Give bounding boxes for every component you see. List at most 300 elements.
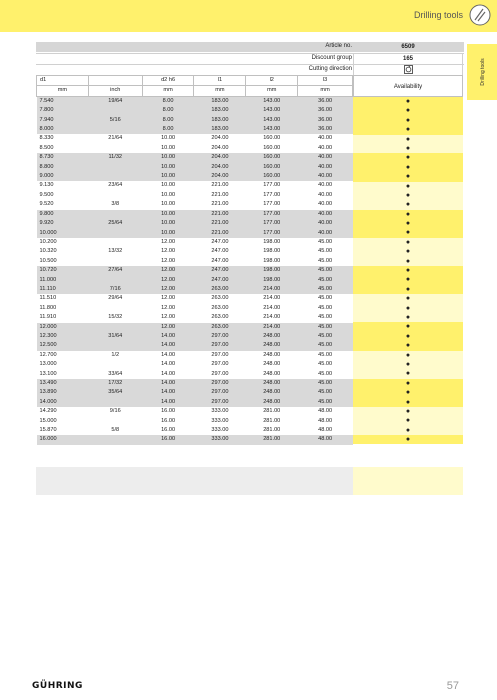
table-footer-left (36, 467, 353, 495)
cell-d1: 11.910 (37, 313, 89, 322)
cell-d2: 8.00 (142, 125, 194, 134)
cutting-row (36, 64, 464, 74)
cell-d2: 8.00 (142, 106, 194, 115)
availability-dot-icon: ● (353, 407, 463, 416)
unit-d1: mm (37, 86, 89, 96)
availability-dot-icon: ● (353, 228, 463, 237)
cell-d1: 12.000 (37, 323, 89, 332)
cell-d2: 10.00 (142, 191, 194, 200)
cutting-value (353, 65, 463, 75)
cell-l2: 248.00 (246, 360, 298, 369)
cell-l3: 45.00 (298, 266, 353, 275)
cell-l1: 204.00 (194, 144, 246, 153)
cell-d1: 8.000 (37, 125, 89, 134)
cell-l1: 297.00 (194, 351, 246, 360)
unit-l3: mm (298, 86, 353, 96)
cell-d1: 9.520 (37, 200, 89, 209)
cell-l1: 247.00 (194, 266, 246, 275)
cell-l3: 45.00 (298, 294, 353, 303)
cell-l1: 333.00 (194, 426, 246, 435)
cell-l3: 45.00 (298, 323, 353, 332)
cell-inch (88, 144, 142, 153)
cell-inch (88, 398, 142, 407)
right-hand-cutting-icon (404, 65, 413, 74)
cell-l2: 160.00 (246, 163, 298, 172)
cell-l3: 36.00 (298, 116, 353, 125)
table-row (37, 191, 353, 200)
unit-l2: mm (246, 86, 298, 96)
table-row (37, 417, 353, 426)
cell-d1: 10.320 (37, 247, 89, 256)
cell-inch (88, 106, 142, 115)
cell-d1: 15.000 (37, 417, 89, 426)
side-tab-label: Drilling tools (480, 58, 486, 86)
cell-l1: 263.00 (194, 313, 246, 322)
availability-dot-icon: ● (353, 351, 463, 360)
table-row (37, 351, 353, 360)
cell-l1: 221.00 (194, 200, 246, 209)
cell-inch: 5/16 (88, 116, 142, 125)
cell-d1: 8.330 (37, 134, 89, 143)
cell-l2: 281.00 (246, 435, 298, 444)
cell-d2: 12.00 (142, 257, 194, 266)
cell-inch (88, 163, 142, 172)
section-title: Drilling tools (413, 10, 463, 20)
cell-d1: 9.130 (37, 181, 89, 190)
cell-d1: 10.720 (37, 266, 89, 275)
cell-inch: 15/32 (88, 313, 142, 322)
cell-l3: 45.00 (298, 360, 353, 369)
cell-l2: 248.00 (246, 379, 298, 388)
cell-inch (88, 210, 142, 219)
availability-dot-icon: ● (353, 275, 463, 284)
cell-inch: 31/64 (88, 332, 142, 341)
cell-l1: 297.00 (194, 388, 246, 397)
cell-inch (88, 191, 142, 200)
cell-inch (88, 238, 142, 247)
cell-l2: 143.00 (246, 116, 298, 125)
table-row (37, 426, 353, 435)
cell-d2: 16.00 (142, 426, 194, 435)
cell-l2: 143.00 (246, 96, 298, 106)
cell-l3: 48.00 (298, 435, 353, 444)
cell-l1: 297.00 (194, 370, 246, 379)
cell-l2: 177.00 (246, 210, 298, 219)
cell-l1: 221.00 (194, 191, 246, 200)
availability-dot-icon: ● (353, 426, 463, 435)
cell-d2: 10.00 (142, 200, 194, 209)
cell-l2: 160.00 (246, 134, 298, 143)
cell-l1: 183.00 (194, 96, 246, 106)
cell-l2: 160.00 (246, 153, 298, 162)
cell-l3: 45.00 (298, 388, 353, 397)
table-row (37, 341, 353, 350)
availability-dot-icon: ● (353, 332, 463, 341)
cell-l2: 177.00 (246, 200, 298, 209)
cell-d2: 12.00 (142, 323, 194, 332)
discount-value: 165 (353, 54, 463, 64)
availability-dot-icon: ● (353, 266, 463, 275)
cell-d1: 8.800 (37, 163, 89, 172)
cell-l1: 183.00 (194, 125, 246, 134)
brand-logo: GÜHRING (32, 681, 83, 691)
table-row (37, 153, 353, 162)
cell-l3: 45.00 (298, 304, 353, 313)
availability-dot-icon: ● (353, 135, 463, 144)
availability-dot-icon: ● (353, 294, 463, 303)
cell-d1: 16.000 (37, 435, 89, 444)
table-row (37, 229, 353, 238)
cell-d2: 12.00 (142, 266, 194, 275)
discount-row (36, 53, 464, 63)
cell-d2: 12.00 (142, 247, 194, 256)
table-body (37, 96, 353, 445)
cell-l3: 45.00 (298, 313, 353, 322)
cell-l1: 297.00 (194, 341, 246, 350)
table-row (37, 172, 353, 181)
table-row (37, 116, 353, 125)
availability-dot-icon: ● (353, 304, 463, 313)
availability-dot-icon: ● (353, 182, 463, 191)
cell-d1: 12.300 (37, 332, 89, 341)
availability-dot-icon: ● (353, 360, 463, 369)
cell-d1: 9.920 (37, 219, 89, 228)
cell-d2: 10.00 (142, 134, 194, 143)
availability-dot-icon: ● (353, 285, 463, 294)
cell-inch: 25/64 (88, 219, 142, 228)
header-row (37, 76, 353, 86)
cell-l3: 40.00 (298, 219, 353, 228)
cell-d1: 15.870 (37, 426, 89, 435)
cell-inch (88, 125, 142, 134)
availability-dot-icon: ● (353, 341, 463, 350)
article-label: Article no. (325, 43, 352, 49)
table-row (37, 144, 353, 153)
cell-l2: 198.00 (246, 257, 298, 266)
cell-d1: 8.500 (37, 144, 89, 153)
availability-dot-icon: ● (353, 153, 463, 162)
cell-l2: 248.00 (246, 341, 298, 350)
table-footer-right (353, 467, 463, 495)
cell-inch: 11/32 (88, 153, 142, 162)
unit-row (37, 86, 353, 96)
cell-l2: 198.00 (246, 276, 298, 285)
cell-l3: 48.00 (298, 417, 353, 426)
cell-l1: 297.00 (194, 398, 246, 407)
cell-d1: 11.000 (37, 276, 89, 285)
cell-d1: 13.100 (37, 370, 89, 379)
cell-l3: 36.00 (298, 106, 353, 115)
availability-dot-icon: ● (353, 238, 463, 247)
table-row (37, 360, 353, 369)
table-row (37, 435, 353, 444)
table-row (37, 238, 353, 247)
availability-dot-icon: ● (353, 416, 463, 425)
article-value: 6509 (353, 42, 463, 52)
table-row (37, 313, 353, 322)
col-d1: d1 (37, 76, 89, 86)
unit-d2: mm (142, 86, 194, 96)
table-row (37, 96, 353, 106)
cell-l2: 177.00 (246, 181, 298, 190)
table-row (37, 379, 353, 388)
cell-d2: 10.00 (142, 163, 194, 172)
cell-d2: 12.00 (142, 304, 194, 313)
cell-l3: 40.00 (298, 191, 353, 200)
cell-d2: 10.00 (142, 172, 194, 181)
cell-l2: 160.00 (246, 172, 298, 181)
col-l1: l1 (194, 76, 246, 86)
table-row (37, 134, 353, 143)
cell-l3: 45.00 (298, 332, 353, 341)
cell-d2: 10.00 (142, 219, 194, 228)
cell-d1: 9.500 (37, 191, 89, 200)
availability-column (353, 97, 463, 444)
cell-l1: 333.00 (194, 417, 246, 426)
cell-l2: 214.00 (246, 294, 298, 303)
availability-dot-icon: ● (353, 219, 463, 228)
cell-d2: 10.00 (142, 144, 194, 153)
availability-dot-icon: ● (353, 398, 463, 407)
availability-dot-icon: ● (353, 257, 463, 266)
availability-dot-icon: ● (353, 125, 463, 134)
table-row (37, 181, 353, 190)
cell-l3: 40.00 (298, 229, 353, 238)
cell-inch: 33/64 (88, 370, 142, 379)
cell-d1: 14.290 (37, 407, 89, 416)
cell-l2: 160.00 (246, 144, 298, 153)
col-l3: l3 (298, 76, 353, 86)
drill-bit-logo-icon (469, 4, 491, 26)
availability-dot-icon: ● (353, 200, 463, 209)
cell-l1: 263.00 (194, 285, 246, 294)
cell-d2: 14.00 (142, 351, 194, 360)
cell-d2: 8.00 (142, 116, 194, 125)
cell-d1: 10.000 (37, 229, 89, 238)
cell-l3: 36.00 (298, 96, 353, 106)
cell-l1: 247.00 (194, 276, 246, 285)
cell-l2: 143.00 (246, 125, 298, 134)
cell-l3: 36.00 (298, 125, 353, 134)
cell-inch (88, 360, 142, 369)
cell-inch: 17/32 (88, 379, 142, 388)
cell-l3: 40.00 (298, 153, 353, 162)
cell-l1: 263.00 (194, 304, 246, 313)
table-row (37, 276, 353, 285)
article-row (36, 42, 464, 52)
table-row (37, 304, 353, 313)
cell-d2: 12.00 (142, 238, 194, 247)
cell-inch (88, 323, 142, 332)
table-row (37, 332, 353, 341)
table-row (37, 285, 353, 294)
cell-d2: 14.00 (142, 398, 194, 407)
cell-d2: 14.00 (142, 332, 194, 341)
cell-inch (88, 341, 142, 350)
cell-d2: 12.00 (142, 313, 194, 322)
cell-inch: 21/64 (88, 134, 142, 143)
cell-inch (88, 257, 142, 266)
cell-d1: 13.890 (37, 388, 89, 397)
availability-dot-icon: ● (353, 247, 463, 256)
cell-inch: 5/8 (88, 426, 142, 435)
cell-inch: 27/64 (88, 266, 142, 275)
availability-header: Availability (353, 75, 463, 97)
unit-inch: inch (88, 86, 142, 96)
cell-l3: 45.00 (298, 341, 353, 350)
cell-d1: 7.540 (37, 96, 89, 106)
cell-l3: 40.00 (298, 181, 353, 190)
cell-l3: 40.00 (298, 172, 353, 181)
availability-dot-icon: ● (353, 172, 463, 181)
unit-l1: mm (194, 86, 246, 96)
table-row (37, 407, 353, 416)
cell-d1: 7.800 (37, 106, 89, 115)
table-row (37, 247, 353, 256)
cell-l1: 263.00 (194, 294, 246, 303)
table-row (37, 210, 353, 219)
cell-l3: 45.00 (298, 247, 353, 256)
cell-inch: 19/64 (88, 96, 142, 106)
availability-dot-icon: ● (353, 379, 463, 388)
cell-d1: 9.000 (37, 172, 89, 181)
col-d2: d2 h6 (142, 76, 194, 86)
cell-d2: 10.00 (142, 153, 194, 162)
cell-l2: 177.00 (246, 229, 298, 238)
cell-l1: 204.00 (194, 153, 246, 162)
cell-inch (88, 172, 142, 181)
cell-l1: 204.00 (194, 172, 246, 181)
table-row (37, 106, 353, 115)
cell-l2: 198.00 (246, 238, 298, 247)
table-row (37, 388, 353, 397)
cell-d1: 12.700 (37, 351, 89, 360)
cell-l2: 214.00 (246, 304, 298, 313)
cell-l2: 248.00 (246, 398, 298, 407)
cell-inch: 3/8 (88, 200, 142, 209)
table-row (37, 370, 353, 379)
cell-l3: 40.00 (298, 200, 353, 209)
cell-d1: 10.500 (37, 257, 89, 266)
cell-d2: 16.00 (142, 407, 194, 416)
cell-d1: 7.940 (37, 116, 89, 125)
cell-l3: 45.00 (298, 398, 353, 407)
cell-l3: 40.00 (298, 163, 353, 172)
cell-l2: 143.00 (246, 106, 298, 115)
cell-l1: 263.00 (194, 323, 246, 332)
table-row (37, 323, 353, 332)
cell-l2: 248.00 (246, 388, 298, 397)
cell-l2: 281.00 (246, 426, 298, 435)
cell-inch: 7/16 (88, 285, 142, 294)
cell-d1: 13.000 (37, 360, 89, 369)
cell-inch: 35/64 (88, 388, 142, 397)
cell-d2: 16.00 (142, 435, 194, 444)
page-number: 57 (446, 680, 459, 692)
cell-d1: 8.730 (37, 153, 89, 162)
cell-l1: 221.00 (194, 229, 246, 238)
cell-l1: 297.00 (194, 332, 246, 341)
cell-l2: 177.00 (246, 219, 298, 228)
cell-l3: 45.00 (298, 285, 353, 294)
cell-inch: 23/64 (88, 181, 142, 190)
cell-inch (88, 435, 142, 444)
cell-l2: 177.00 (246, 191, 298, 200)
cell-l1: 221.00 (194, 219, 246, 228)
table-row (37, 257, 353, 266)
cell-l2: 198.00 (246, 247, 298, 256)
cell-d1: 9.800 (37, 210, 89, 219)
table-row (37, 398, 353, 407)
availability-dot-icon: ● (353, 97, 463, 106)
cell-d1: 12.500 (37, 341, 89, 350)
cell-l1: 247.00 (194, 247, 246, 256)
cutting-label: Cutting direction (308, 66, 352, 72)
cell-l1: 183.00 (194, 106, 246, 115)
cell-l3: 40.00 (298, 144, 353, 153)
cell-d1: 11.510 (37, 294, 89, 303)
table-row (37, 125, 353, 134)
cell-d2: 16.00 (142, 417, 194, 426)
cell-l1: 333.00 (194, 435, 246, 444)
cell-l1: 297.00 (194, 379, 246, 388)
cell-d2: 12.00 (142, 285, 194, 294)
cell-d2: 10.00 (142, 181, 194, 190)
cell-inch: 9/16 (88, 407, 142, 416)
cell-d2: 12.00 (142, 276, 194, 285)
table-row (37, 266, 353, 275)
cell-l2: 248.00 (246, 332, 298, 341)
cell-d2: 10.00 (142, 229, 194, 238)
cell-l1: 247.00 (194, 238, 246, 247)
cell-l3: 45.00 (298, 276, 353, 285)
cell-l3: 40.00 (298, 134, 353, 143)
cell-l3: 45.00 (298, 370, 353, 379)
cell-d2: 8.00 (142, 96, 194, 106)
cell-inch (88, 229, 142, 238)
cell-inch: 1/2 (88, 351, 142, 360)
availability-dot-icon: ● (353, 106, 463, 115)
cell-d2: 14.00 (142, 370, 194, 379)
cell-l2: 214.00 (246, 323, 298, 332)
cell-d1: 10.200 (37, 238, 89, 247)
cell-d2: 14.00 (142, 388, 194, 397)
cell-d2: 10.00 (142, 210, 194, 219)
availability-dot-icon: ● (353, 144, 463, 153)
cell-l3: 45.00 (298, 257, 353, 266)
availability-dot-icon: ● (353, 322, 463, 331)
cell-l2: 214.00 (246, 285, 298, 294)
col-l2: l2 (246, 76, 298, 86)
cell-l3: 48.00 (298, 426, 353, 435)
cell-l1: 297.00 (194, 360, 246, 369)
cell-l3: 45.00 (298, 351, 353, 360)
cell-inch (88, 276, 142, 285)
cell-inch (88, 417, 142, 426)
cell-l1: 204.00 (194, 163, 246, 172)
table-row (37, 163, 353, 172)
col-inch (88, 76, 142, 86)
cell-d2: 14.00 (142, 341, 194, 350)
availability-dot-icon: ● (353, 435, 463, 444)
cell-l3: 45.00 (298, 379, 353, 388)
availability-dot-icon: ● (353, 313, 463, 322)
cell-d2: 14.00 (142, 379, 194, 388)
table-row (37, 219, 353, 228)
cell-l3: 45.00 (298, 238, 353, 247)
cell-l1: 333.00 (194, 407, 246, 416)
cell-l1: 183.00 (194, 116, 246, 125)
